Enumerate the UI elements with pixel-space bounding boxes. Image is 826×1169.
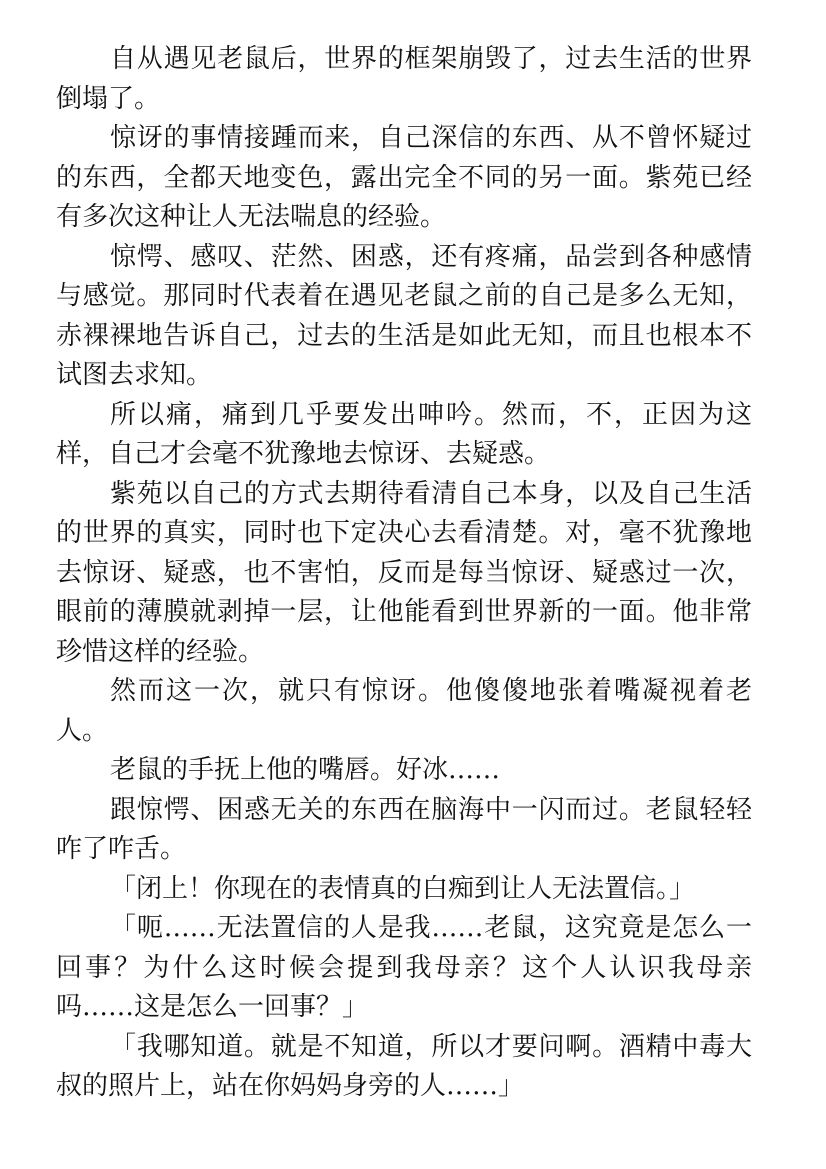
paragraph: 惊愕、感叹、茫然、困惑，还有疼痛，品尝到各种感情与感觉。那同时代表着在遇见老鼠之前的自己是多么无知，赤裸裸地告诉自己，过去的生活是如此无知，而且也根本不试图去求知。	[56, 241, 752, 390]
paragraph: 紫苑以自己的方式去期待看清自己本身，以及自己生活的世界的真实，同时也下定决心去看清楚。对，毫不犹豫地去惊讶、疑惑，也不害怕，反而是每当惊讶、疑惑过一次，眼前的薄膜就剥掉一层，让他能看到世界新的一面。他非常珍惜这样的经验。	[56, 478, 752, 667]
dialogue-paragraph: 「呃……无法置信的人是我……老鼠，这究竟是怎么一回事？为什么这时候会提到我母亲？这个人认识我母亲吗……这是怎么一回事？」	[56, 913, 752, 1022]
dialogue-paragraph: 「我哪知道。就是不知道，所以才要问啊。酒精中毒大叔的照片上，站在你妈妈身旁的人……」	[56, 1031, 752, 1101]
paragraph: 自从遇见老鼠后，世界的框架崩毁了，过去生活的世界倒塌了。	[56, 44, 752, 114]
page-body	[56, 40, 752, 1107]
paragraph: 所以痛，痛到几乎要发出呻吟。然而，不，正因为这样，自己才会毫不犹豫地去惊讶、去疑惑。	[56, 399, 752, 469]
paragraph: 老鼠的手抚上他的嘴唇。好冰……	[110, 755, 501, 785]
paragraph: 然而这一次，就只有惊讶。他傻傻地张着嘴凝视着老人。	[56, 676, 752, 746]
dialogue-paragraph: 「闭上！你现在的表情真的白痴到让人无法置信。」	[110, 873, 696, 904]
paragraph: 跟惊愕、困惑无关的东西在脑海中一闪而过。老鼠轻轻咋了咋舌。	[56, 794, 752, 864]
paragraph: 惊讶的事情接踵而来，自己深信的东西、从不曾怀疑过的东西，全都天地变色，露出完全不同的另一面。紫苑已经有多次这种让人无法喘息的经验。	[56, 123, 752, 232]
